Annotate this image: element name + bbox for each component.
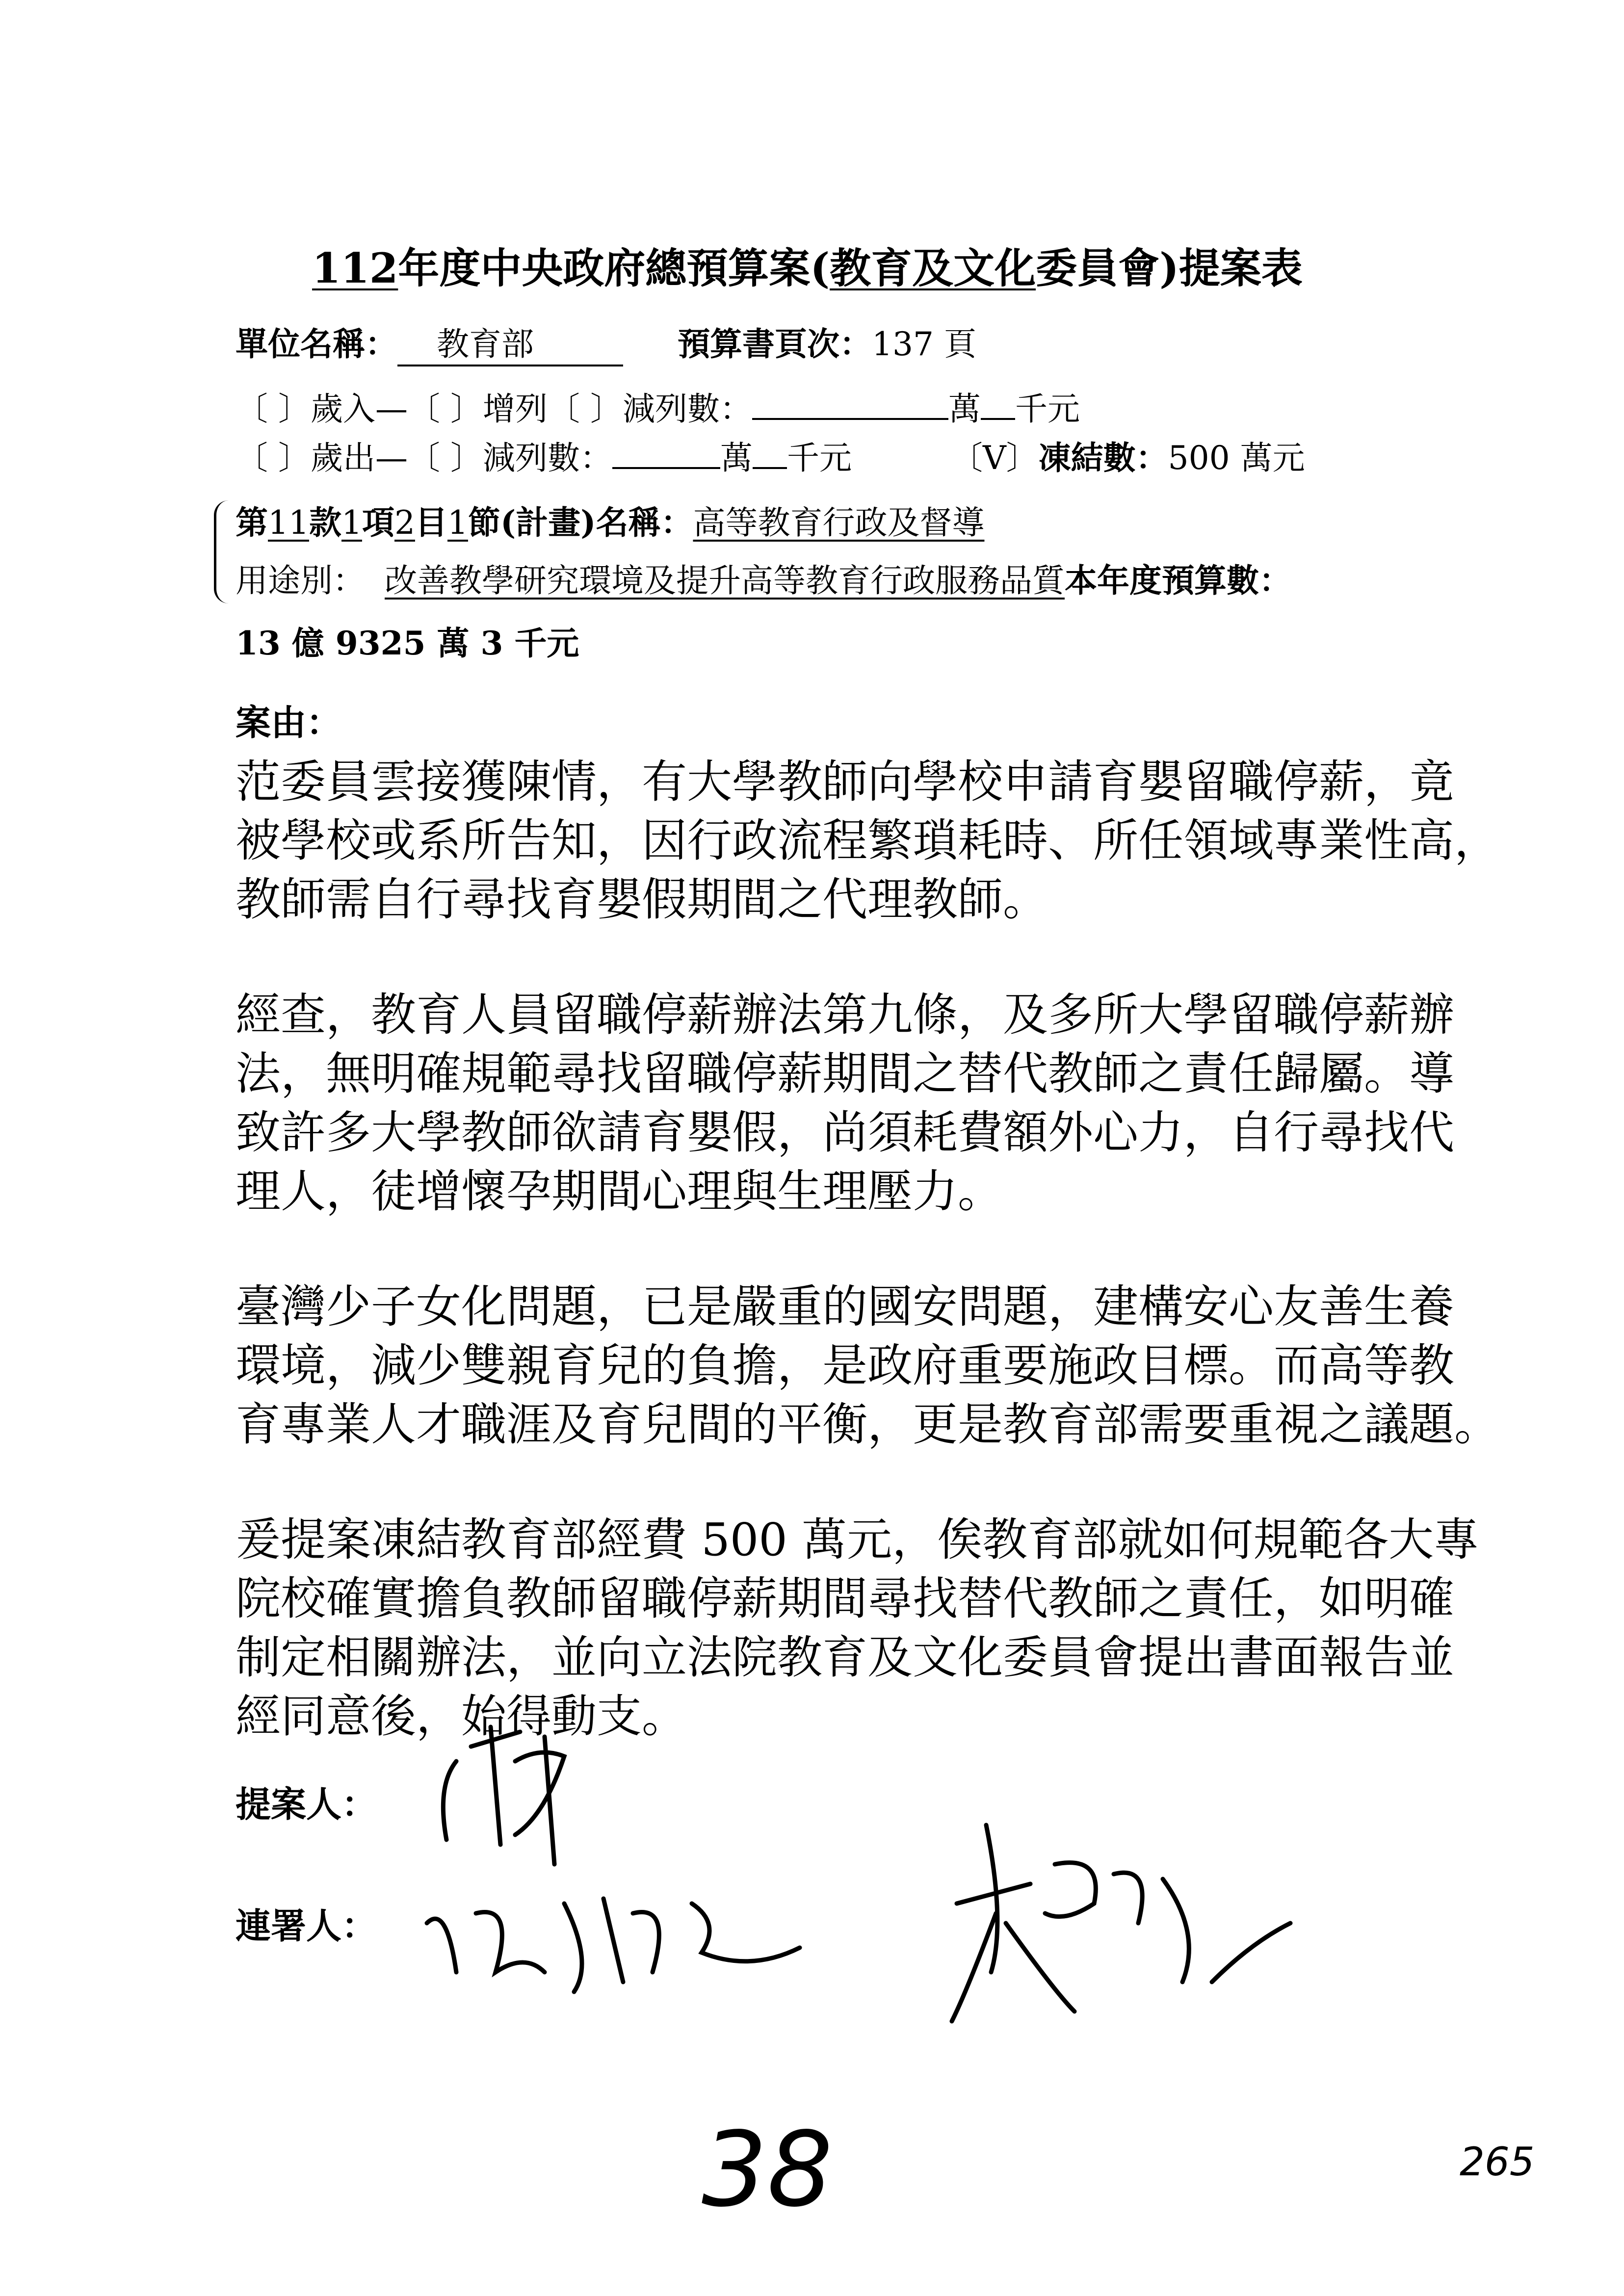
paragraph-line: 經同意後，始得動支。 <box>236 1690 687 1743</box>
blank-field <box>752 386 948 420</box>
blank-field <box>981 386 1015 420</box>
blank-field <box>612 435 720 469</box>
paragraph-line: 致許多大學教師欲請育嬰假，尚須耗費額外心力，自行尋找代 <box>236 1106 1455 1159</box>
signatures <box>417 1717 1398 2061</box>
document-title: 112年度中央政府總預算案(教育及文化委員會)提案表 <box>312 244 1303 292</box>
unit-line: 單位名稱： 教育部 預算書頁次：137 頁 <box>236 318 976 366</box>
bracket <box>214 500 236 603</box>
revenue-line: 〔 〕歲入—〔 〕增列〔 〕減列數： 萬 千元 <box>236 383 1080 429</box>
paragraph-line: 理人，徒增懷孕期間心理與生理壓力。 <box>236 1165 1003 1218</box>
page-number: 265 <box>1460 2139 1535 2185</box>
freeze-checkbox: 〔V〕 <box>950 439 1039 477</box>
usage-line: 用途別： 改善教學研究環境及提升高等教育行政服務品質本年度預算數： <box>236 561 1291 600</box>
paragraph-line: 臺灣少子女化問題，已是嚴重的國安問題，建構安心友善生養 <box>236 1280 1455 1333</box>
paragraph-line: 經查，教育人員留職停薪辦法第九條，及多所大學留職停薪辦 <box>236 989 1455 1041</box>
paragraph-line: 制定相關辦法，並向立法院教育及文化委員會提出書面報告並 <box>236 1631 1455 1684</box>
budget-value: 13 億 9325 萬 3 千元 <box>236 624 579 662</box>
paragraph-line: 環境，減少雙親育兒的負擔，是政府重要施政目標。而高等教 <box>236 1339 1455 1392</box>
paragraph-line: 法，無明確規範尋找留職停薪期間之替代教師之責任歸屬。導 <box>236 1047 1455 1100</box>
paragraph-line: 育專業人才職涯及育兒間的平衡，更是教育部需要重視之議題。 <box>236 1398 1500 1451</box>
handwritten-number: 38 <box>702 2110 833 2230</box>
cosigner-signature-1 <box>427 1899 800 1992</box>
reason-label: 案由： <box>236 702 342 743</box>
paragraph-line: 范委員雲接獲陳情，有大學教師向學校申請育嬰留職停薪，竟 <box>236 756 1455 808</box>
unit-name: 教育部 <box>397 318 623 366</box>
expenditure-line: 〔 〕歲出—〔 〕減列數： 萬 千元 〔V〕凍結數：500 萬元 <box>236 432 1305 478</box>
paragraph-line: 教師需自行尋找育嬰假期間之代理教師。 <box>236 873 1048 926</box>
blank-field <box>753 435 787 469</box>
paragraph-line: 被學校或系所告知，因行政流程繁瑣耗時、所任領域專業性高， <box>236 814 1500 867</box>
proposer-label: 提案人： <box>236 1783 377 1825</box>
paragraph-line: 爰提案凍結教育部經費 500 萬元，俟教育部就如何規範各大專 <box>236 1513 1479 1566</box>
paragraph-line: 院校確實擔負教師留職停薪期間尋找替代教師之責任，如明確 <box>236 1572 1455 1625</box>
cosigner-signature-2 <box>952 1825 1290 2021</box>
item-line: 第11款1項2目1節(計畫)名稱：高等教育行政及督導 <box>236 503 985 542</box>
cosigner-label: 連署人： <box>236 1905 377 1947</box>
proposer-signature <box>443 1727 564 1864</box>
